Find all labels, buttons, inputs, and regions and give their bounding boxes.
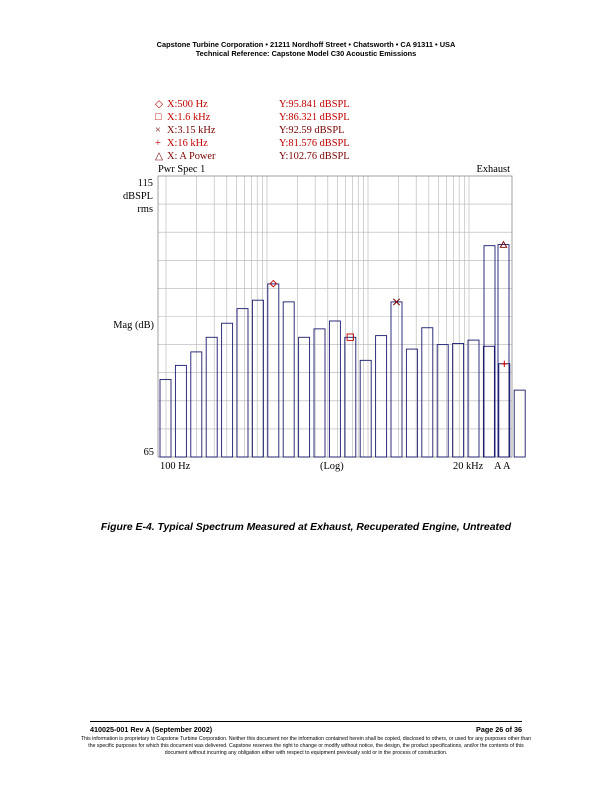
x-marker-icon: × (155, 125, 161, 136)
chart-title: Pwr Spec 1 (158, 164, 206, 175)
x-tick-extra: A A (494, 461, 511, 472)
page-header-line2: Technical Reference: Capstone Model C30 Acoustic Emissions (195, 49, 417, 58)
channel-label: Exhaust (476, 164, 510, 175)
footer-divider (90, 721, 522, 722)
diamond-marker-icon: ◇ (155, 99, 163, 110)
square-marker-icon: □ (155, 112, 162, 123)
document-id: 410025-001 Rev A (September 2002) (90, 725, 213, 734)
plus-marker-icon: + (155, 138, 161, 149)
spectrum-bar (514, 390, 525, 457)
x-tick-left: 100 Hz (160, 461, 191, 472)
x-tick-right: 20 kHz (453, 461, 484, 472)
marker-x-label: X:16 kHz (167, 138, 208, 149)
marker-y-value: Y:95.841 dBSPL (279, 99, 350, 110)
y-unit-line2: rms (137, 204, 153, 215)
marker-y-value: Y:81.576 dBSPL (279, 138, 350, 149)
marker-y-value: Y:102.76 dBSPL (279, 151, 350, 162)
proprietary-disclaimer: This information is proprietary to Capstone Turbine Corporation. Neither this document nor the information contained herein shall be copied, disclosed to others, or used for any purposes other than the specific purposes for which this document was delivered. Capstone reserves the right to change or modify without notice, the design, the product specifications, and/or the contents of this document without incurring any obligation either with respect to equipment previously sold or in the process of construction. (80, 736, 532, 756)
marker-y-value: Y:92.59 dBSPL (279, 125, 345, 136)
y-tick-min: 65 (143, 447, 154, 458)
page-header-line1: Capstone Turbine Corporation • 21211 Nordhoff Street • Chatsworth • CA 91311 • USA (156, 40, 456, 49)
y-unit-line1: dBSPL (122, 191, 153, 202)
marker-y-value: Y:86.321 dBSPL (279, 112, 350, 123)
y-axis-label: Mag (dB) (113, 320, 154, 331)
y-tick-max: 115 (137, 178, 153, 189)
marker-x-label: X:1.6 kHz (167, 112, 211, 123)
marker-x-label: X: A Power (167, 151, 216, 162)
x-scale-label: (Log) (320, 461, 344, 472)
marker-x-label: X:500 Hz (167, 99, 208, 110)
figure-caption: Figure E-4. Typical Spectrum Measured at Exhaust, Recuperated Engine, Untreated (100, 522, 512, 533)
page-number: Page 26 of 36 (476, 725, 522, 734)
marker-x-label: X:3.15 kHz (167, 125, 216, 136)
triangle-marker-icon: △ (155, 151, 163, 162)
